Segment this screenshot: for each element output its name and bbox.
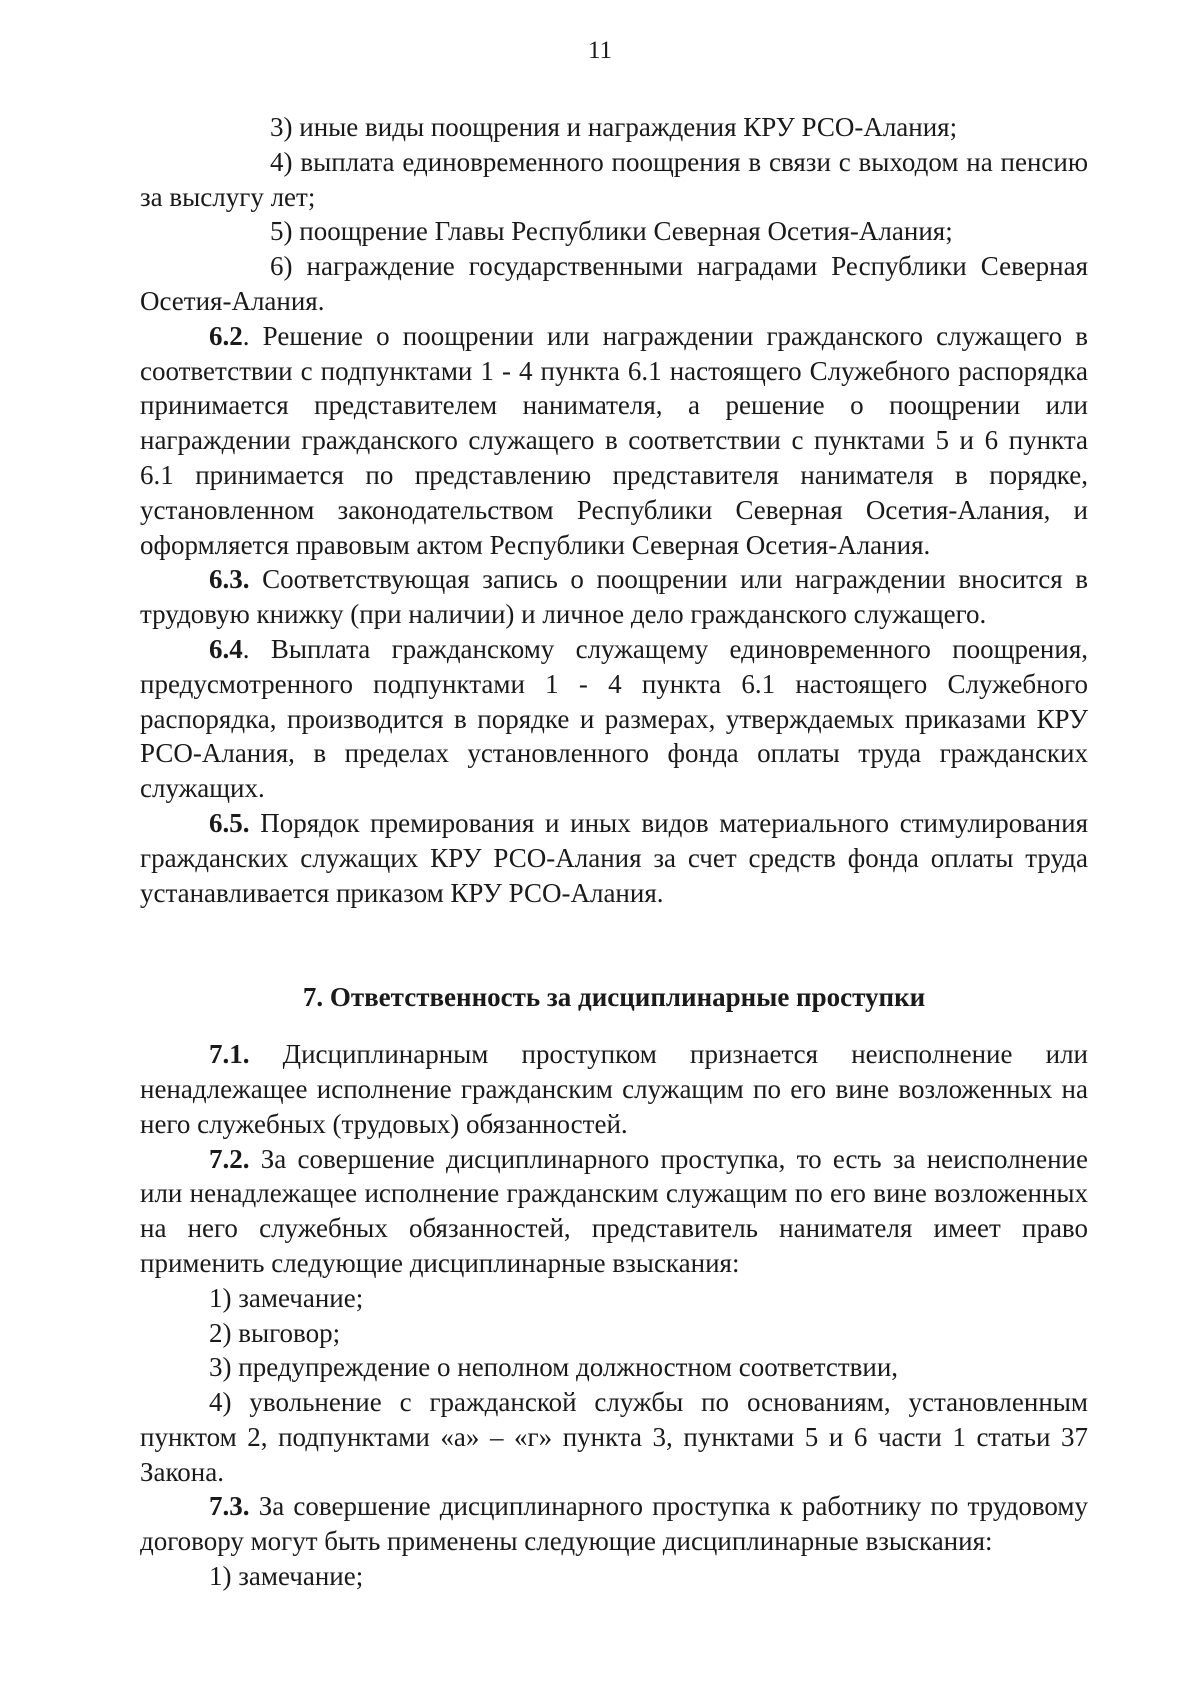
paragraph-6-5 [140, 806, 1088, 910]
paragraph-7-1 [140, 1037, 1088, 1141]
clause-number: 6.5. [209, 807, 250, 838]
list-item: 5) поощрение Главы Республики Северная Осетия-Алания; [270, 216, 953, 247]
list-item: 3) иные виды поощрения и награждения КРУ РСО-Алания; [270, 112, 958, 142]
clause-text: Дисциплинарным проступком признается неисполнение или ненадлежащее исполнение гражданским служащим по его вине возложенных на него служебных (трудовых) обязанностей. [140, 1039, 1088, 1139]
list-item: 1) замечание; [209, 1561, 364, 1592]
list-item: 6) награждение государственными наградами Республики Северная Осетия-Алания. [140, 251, 1088, 316]
clause-number: 7.2. [209, 1143, 250, 1174]
document-body [140, 110, 1088, 1594]
clause-number: 6.4 [209, 633, 243, 664]
clause-text: Соответствующая запись о поощрении или награждении вносится в трудовую книжку (при наличии) и личное дело гражданского служащего. [140, 564, 1088, 630]
clause-number: 7.3. [209, 1491, 250, 1522]
list-item: 4) выплата единовременного поощрения в связи с выходом на пенсию за выслугу лет; [140, 146, 1088, 212]
clause-text: . Выплата гражданскому служащему единовременного поощрения, предусмотренного подпунктами 1 - 4 пункта 6.1 настоящего Служебного распорядка, производится в порядке и размерах, утверждаемых приказами КРУ РСО-Алания, в пределах установленного фонда оплаты труда гражданских служащих. [140, 633, 1088, 804]
paragraph-7-3 [140, 1489, 1088, 1559]
page-number: 11 [587, 37, 613, 64]
paragraph-7-2 [140, 1142, 1088, 1281]
clause-text: . Решение о поощрении или награждении гражданского служащего в соответствии с подпунктами 1 - 4 пункта 6.1 настоящего Служебного распорядка принимается представителем нанимателя, а решение о поощрении или награждении гражданского служащего в соответствии с пунктами 5 и 6 пункта 6.1 принимается по представлению представителя нанимателя в порядке, установленном законодательством Республики Северная Осетия-Алания, и оформляется правовым актом Республики Северная Осетия-Алания. [140, 320, 1088, 560]
paragraph-6-3 [140, 562, 1088, 632]
clause-number: 6.2 [209, 320, 243, 351]
list-item: 3) предупреждение о неполном должностном соответствии, [209, 1352, 899, 1383]
list-item: 2) выговор; [209, 1317, 341, 1348]
clause-text: За совершение дисциплинарного проступка к работнику по трудовому договору могут быть применены следующие дисциплинарные взыскания: [140, 1491, 1088, 1557]
clause-number: 7.1. [209, 1039, 250, 1070]
clause-number: 6.3. [209, 564, 250, 595]
list-item: 4) увольнение с гражданской службы по основаниям, установленным пунктом 2, подпунктами «а» – «г» пункта 3, пунктами 5 и 6 части 1 статьи 37 Закона. [140, 1387, 1088, 1487]
paragraph-6-4 [140, 632, 1088, 806]
clause-text: Порядок премирования и иных видов материального стимулирования гражданских служащих КРУ РСО-Алания за счет средств фонда оплаты труда устанавливается приказом КРУ РСО-Алания. [140, 807, 1088, 908]
list-item: 1) замечание; [209, 1282, 364, 1313]
clause-text: За совершение дисциплинарного проступка, то есть за неисполнение или ненадлежащее исполнение гражданским служащим по его вине возложенных на него служебных обязанностей, представитель нанимателя имеет право применить следующие дисциплинарные взыскания: [140, 1143, 1088, 1278]
section-heading: 7. Ответственность за дисциплинарные проступки [302, 982, 926, 1013]
paragraph-6-2 [140, 319, 1088, 563]
